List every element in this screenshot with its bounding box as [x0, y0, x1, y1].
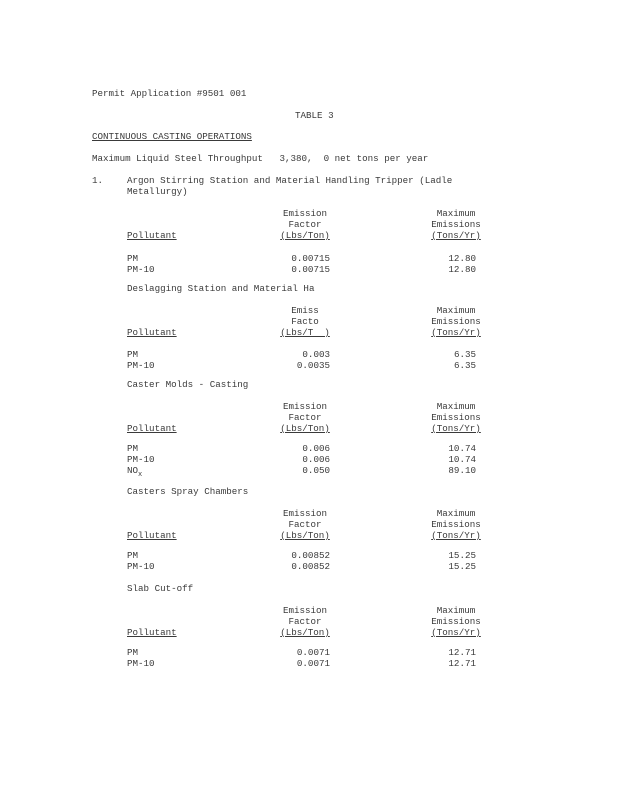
emission-factor-header: Emiss — [291, 305, 319, 316]
permit-number: Permit Application #9501 001 — [92, 88, 247, 99]
emission-factor-value: 0.00715 — [291, 253, 330, 264]
emission-factor-units: (Lbs/Ton) — [280, 423, 330, 434]
emission-factor-units: (Lbs/T ) — [280, 327, 330, 338]
pollutant-name: PM-10 — [127, 264, 155, 275]
pollutant-header: Pollutant — [127, 627, 177, 638]
emission-factor-header: Factor — [288, 616, 322, 627]
max-emissions-header: Emissions — [431, 412, 481, 423]
emission-factor-value: 0.00715 — [291, 264, 330, 275]
max-emissions-units: (Tons/Yr) — [431, 530, 481, 541]
max-emissions-header: Maximum — [436, 605, 476, 616]
max-emissions-value: 6.35 — [453, 360, 476, 371]
emission-factor-value: 0.0035 — [296, 360, 330, 371]
pollutant-name: PM-10 — [127, 454, 155, 465]
emission-factor-header: Factor — [288, 219, 322, 230]
emission-factor-header: Emission — [282, 508, 328, 519]
emission-factor-value: 0.006 — [302, 454, 330, 465]
max-emissions-units: (Tons/Yr) — [431, 423, 481, 434]
pollutant-name: PM — [127, 443, 139, 454]
max-emissions-units: (Tons/Yr) — [431, 627, 481, 638]
throughput-line: Maximum Liquid Steel Throughput 3,380, 0 net tons per year — [92, 153, 429, 164]
max-emissions-value: 6.35 — [453, 349, 476, 360]
emission-factor-value: 0.00852 — [291, 561, 330, 572]
max-emissions-value: 10.74 — [448, 443, 476, 454]
max-emissions-value: 15.25 — [448, 561, 476, 572]
item-title-line2: Metallurgy) — [127, 186, 188, 197]
subsection-title: Slab Cut-off — [127, 583, 194, 594]
max-emissions-header: Maximum — [436, 401, 476, 412]
pollutant-name: PM — [127, 647, 139, 658]
max-emissions-header: Maximum — [436, 208, 476, 219]
max-emissions-units: (Tons/Yr) — [431, 230, 481, 241]
max-emissions-header: Emissions — [431, 616, 481, 627]
subsection-title: Caster Molds - Casting — [127, 379, 249, 390]
pollutant-header: Pollutant — [127, 327, 177, 338]
subsection-title: Deslagging Station and Material Ha — [127, 283, 315, 294]
emission-factor-header: Factor — [288, 519, 322, 530]
table-title: TABLE 3 — [295, 110, 334, 121]
pollutant-header: Pollutant — [127, 530, 177, 541]
emission-factor-header: Factor — [288, 412, 322, 423]
emission-factor-value: 0.050 — [302, 465, 330, 476]
pollutant-name: PM-10 — [127, 658, 155, 669]
max-emissions-units: (Tons/Yr) — [431, 327, 481, 338]
pollutant-name: $NO_x$ — [127, 465, 143, 479]
pollutant-header: Pollutant — [127, 230, 177, 241]
subsection-title: Casters Spray Chambers — [127, 486, 249, 497]
max-emissions-value: 12.71 — [448, 647, 476, 658]
emission-factor-units: (Lbs/Ton) — [280, 627, 330, 638]
emission-factor-value: 0.00852 — [291, 550, 330, 561]
emission-factor-header: Facto — [291, 316, 319, 327]
max-emissions-header: Emissions — [431, 519, 481, 530]
emission-factor-header: Emission — [282, 208, 328, 219]
max-emissions-value: 89.10 — [448, 465, 476, 476]
max-emissions-value: 12.80 — [448, 253, 476, 264]
pollutant-name: PM — [127, 550, 139, 561]
pollutant-name: PM-10 — [127, 561, 155, 572]
max-emissions-header: Emissions — [431, 316, 481, 327]
emission-factor-value: 0.0071 — [296, 647, 330, 658]
pollutant-name: PM — [127, 349, 139, 360]
emission-factor-units: (Lbs/Ton) — [280, 530, 330, 541]
max-emissions-header: Maximum — [436, 508, 476, 519]
emission-factor-value: 0.006 — [302, 443, 330, 454]
emission-factor-value: 0.0071 — [296, 658, 330, 669]
pollutant-name: PM — [127, 253, 139, 264]
max-emissions-value: 12.71 — [448, 658, 476, 669]
max-emissions-header: Emissions — [431, 219, 481, 230]
emission-factor-header: Emission — [282, 401, 328, 412]
item-title-line1: Argon Stirring Station and Material Handling Tripper (Ladle — [127, 175, 453, 186]
emission-factor-units: (Lbs/Ton) — [280, 230, 330, 241]
pollutant-header: Pollutant — [127, 423, 177, 434]
max-emissions-value: 12.80 — [448, 264, 476, 275]
pollutant-name: PM-10 — [127, 360, 155, 371]
max-emissions-value: 15.25 — [448, 550, 476, 561]
emission-factor-header: Emission — [282, 605, 328, 616]
max-emissions-header: Maximum — [436, 305, 476, 316]
max-emissions-value: 10.74 — [448, 454, 476, 465]
subscript: x — [138, 470, 143, 479]
section-title: CONTINUOUS CASTING OPERATIONS — [92, 131, 252, 142]
emission-factor-value: 0.003 — [302, 349, 330, 360]
item-number: 1. — [92, 175, 104, 186]
